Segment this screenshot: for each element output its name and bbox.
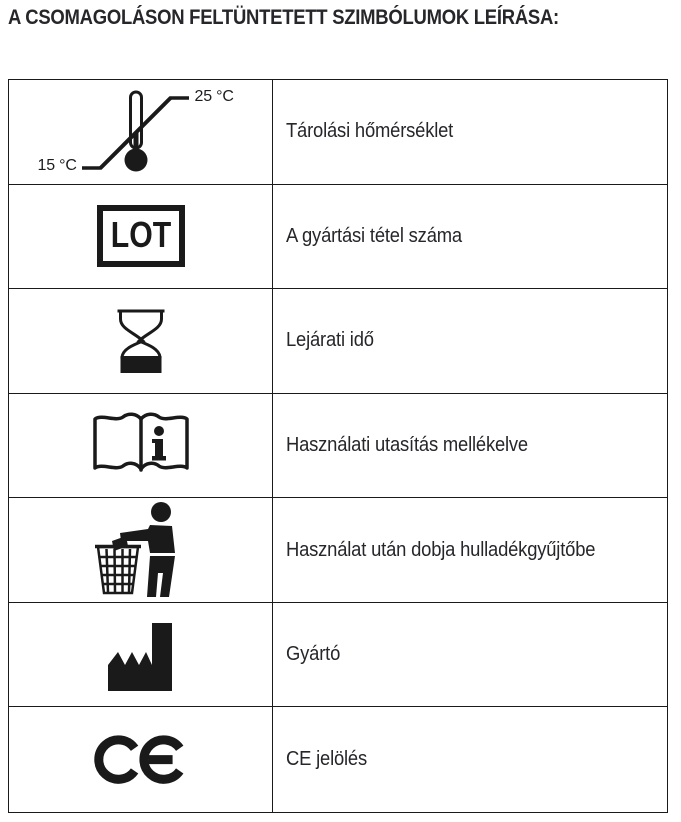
instructions-book-icon	[90, 409, 192, 481]
temperature-max-label: 25 °C	[194, 88, 234, 106]
symbol-description: CE jelölés	[286, 748, 368, 771]
table-cell-description	[273, 185, 667, 290]
table-cell-symbol-expiry	[9, 289, 273, 394]
symbol-description: Gyártó	[286, 643, 341, 666]
symbol-description: Tárolási hőmérséklet	[286, 120, 454, 143]
lot-icon	[97, 205, 185, 267]
factory-icon	[106, 619, 176, 691]
table-cell-symbol-storage-temperature	[9, 80, 273, 185]
symbols-table	[8, 79, 668, 813]
temperature-min-label: 15 °C	[37, 157, 77, 175]
symbol-description: Lejárati idő	[286, 329, 374, 352]
table-cell-description	[273, 289, 667, 394]
tidyman-icon	[88, 501, 194, 599]
table-cell-symbol-manufacturer	[9, 603, 273, 708]
table-cell-description	[273, 80, 667, 185]
table-cell-description	[273, 603, 667, 708]
table-cell-description	[273, 498, 667, 603]
storage-temperature-icon	[38, 84, 244, 179]
table-cell-symbol-lot	[9, 185, 273, 290]
symbol-description: A gyártási tétel száma	[286, 224, 462, 247]
page-title	[8, 6, 634, 30]
symbol-description: Használat után dobja hulladékgyűjtőbe	[286, 538, 596, 561]
table-cell-symbol-instructions	[9, 394, 273, 499]
symbol-description: Használati utasítás mellékelve	[286, 433, 528, 456]
table-cell-description	[273, 394, 667, 499]
table-cell-symbol-ce	[9, 707, 273, 812]
hourglass-icon	[117, 308, 165, 374]
table-cell-symbol-dispose	[9, 498, 273, 603]
ce-mark-icon	[93, 734, 189, 786]
lot-icon-text: LOT	[110, 214, 171, 256]
table-cell-description	[273, 707, 667, 812]
page-title-text: A CSOMAGOLÁSON FELTÜNTETETT SZIMBÓLUMOK LEÍRÁSA:	[8, 6, 559, 29]
